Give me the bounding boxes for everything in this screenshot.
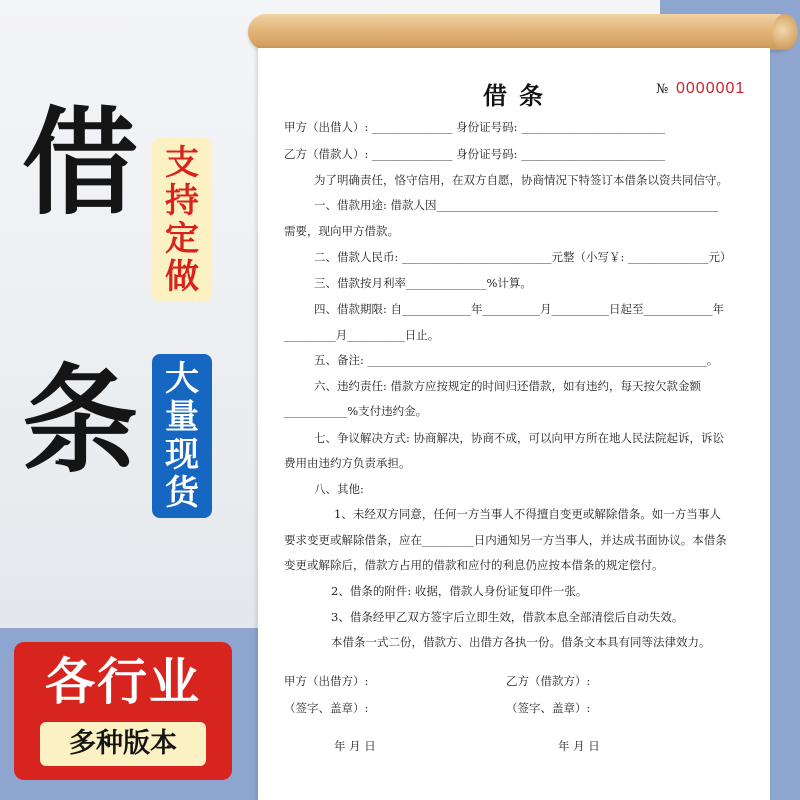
promo-big-char-jie: 借 — [22, 96, 138, 231]
sign-party-b: 乙方（借款方）: — [506, 674, 591, 688]
paper-roll-end — [772, 14, 798, 50]
sign-seal-a: （签字、盖章）: — [284, 701, 369, 715]
line-clause-4: 四、借款期限: 自____________年__________月__________日起至____________年 — [314, 302, 725, 316]
line-clause-5: 五、备注: ___________________________________________________________。 — [314, 353, 719, 367]
line-clause-2: 二、借款人民币: __________________________元整（小写￥: ______________元） — [314, 250, 732, 264]
badge-custom-char: 做 — [165, 257, 199, 297]
badge-stock-char: 现 — [165, 435, 199, 475]
promo-big-char-tiao: 条 — [22, 354, 138, 489]
document-number: 0000001 — [676, 80, 746, 97]
line-clause-4-cont: _________月__________日止。 — [284, 328, 440, 342]
line-other-1-cont2: 变更或解除后，借款方占用的借款和应付的利息仍应按本借条的规定偿付。 — [284, 558, 664, 572]
badge-stock-char: 量 — [165, 397, 199, 437]
sign-date-a: 年 月 日 — [334, 739, 376, 753]
paper-roll — [248, 14, 796, 50]
line-clause-7: 七、争议解决方式: 协商解决，协商不成，可以向甲方所在地人民法院起诉，诉讼 — [314, 431, 725, 445]
badge-stock-char: 大 — [165, 359, 199, 399]
line-clause-3: 三、借款按月利率______________%计算。 — [314, 276, 532, 290]
line-clause-1-cont: 需要，现向甲方借款。 — [284, 224, 399, 238]
industry-badge-subtitle: 多种版本 — [40, 722, 206, 766]
badge-custom-char: 定 — [165, 219, 199, 259]
line-party-b: 乙方（借款人）: ______________ 身份证号码: _________________________ — [284, 147, 665, 161]
badge-stock-char: 货 — [165, 473, 199, 513]
line-clause-1: 一、借款用途: 借款人因_________________________________________________ — [314, 198, 719, 212]
industry-badge-title: 各行业 — [45, 653, 201, 711]
badge-in-stock — [152, 354, 212, 518]
sign-date-b: 年 月 日 — [558, 739, 600, 753]
badge-custom-char: 支 — [165, 143, 199, 183]
sign-party-a: 甲方（出借方）: — [284, 674, 369, 688]
document-title: 借条 — [483, 81, 555, 110]
document-number-label: № — [656, 82, 669, 97]
line-other-3: 3、借条经甲乙双方签字后立即生效，借款本息全部清偿后自动失效。 — [331, 610, 684, 624]
line-other-1-cont: 要求变更或解除借条，应在_________日内通知另一方当事人，并达成书面协议。本借条 — [284, 533, 727, 547]
line-preamble: 为了明确责任，恪守信用，在双方自愿，协商情况下特签订本借条以资共同信守。 — [314, 173, 728, 187]
line-party-a: 甲方（出借人）: ______________ 身份证号码: _________________________ — [284, 120, 665, 134]
line-clause-6: 六、违约责任: 借款方应按规定的时间归还借款，如有违约，每天按欠款金额 — [314, 379, 702, 393]
background-blue-top — [660, 0, 800, 14]
line-clause-6-cont: ___________%支付违约金。 — [284, 404, 428, 418]
line-other-1: 1、未经双方同意，任何一方当事人不得擅自变更或解除借条。如一方当事人 — [334, 507, 721, 521]
line-clause-7-cont: 费用由违约方负责承担。 — [284, 456, 411, 470]
line-other-2: 2、借条的附件: 收据，借款人身份证复印件一张。 — [331, 584, 588, 598]
badge-custom-order — [152, 138, 212, 302]
line-copies: 本借条一式二份，借款方、出借方各执一份。借条文本具有同等法律效力。 — [331, 635, 711, 649]
sign-seal-b: （签字、盖章）: — [506, 701, 591, 715]
badge-custom-char: 持 — [165, 181, 199, 221]
line-clause-8: 八、其他: — [314, 482, 364, 496]
